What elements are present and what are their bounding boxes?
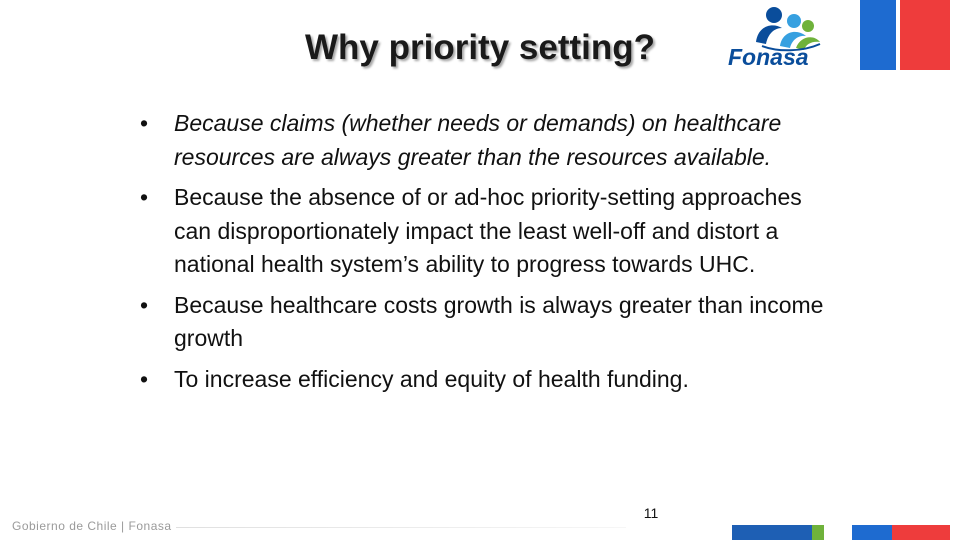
- bottom-accent-blue-2: [852, 525, 892, 540]
- footer-divider: [176, 527, 626, 528]
- accent-bar-blue: [860, 0, 896, 70]
- bullet-list: [140, 107, 840, 403]
- bullet-text: Because the absence of or ad-hoc priority-setting approaches can disproportionately impact the least well-off and distort a national health system’s ability to progress towards UHC.: [174, 184, 802, 277]
- accent-bar-red: [900, 0, 950, 70]
- bullet-dot: •: [140, 184, 149, 210]
- bullet-item: [140, 289, 840, 356]
- bullet-text: To increase efficiency and equity of health funding.: [174, 365, 689, 392]
- bullet-item: [140, 107, 840, 174]
- footer-label: Gobierno de Chile | Fonasa: [12, 519, 172, 533]
- slide-title: Why priority setting?: [305, 28, 655, 67]
- bullet-text: Because claims (whether needs or demands) on healthcare resources are always greater than the resources available.: [174, 110, 782, 170]
- bullet-dot: •: [140, 110, 149, 136]
- fonasa-logo: [722, 2, 834, 72]
- bullet-dot: •: [140, 291, 149, 318]
- bullet-text: Because healthcare costs growth is always greater than income growth: [174, 291, 824, 351]
- bullet-item: [140, 363, 840, 397]
- bullet-dot: •: [140, 365, 149, 392]
- bottom-accent-blue: [732, 525, 812, 540]
- page-number: 11: [643, 505, 659, 521]
- bottom-accent-green: [812, 525, 824, 540]
- bullet-item: [140, 181, 840, 282]
- logo-wordmark: Fonasa: [728, 44, 809, 70]
- bottom-accent-red: [892, 525, 950, 540]
